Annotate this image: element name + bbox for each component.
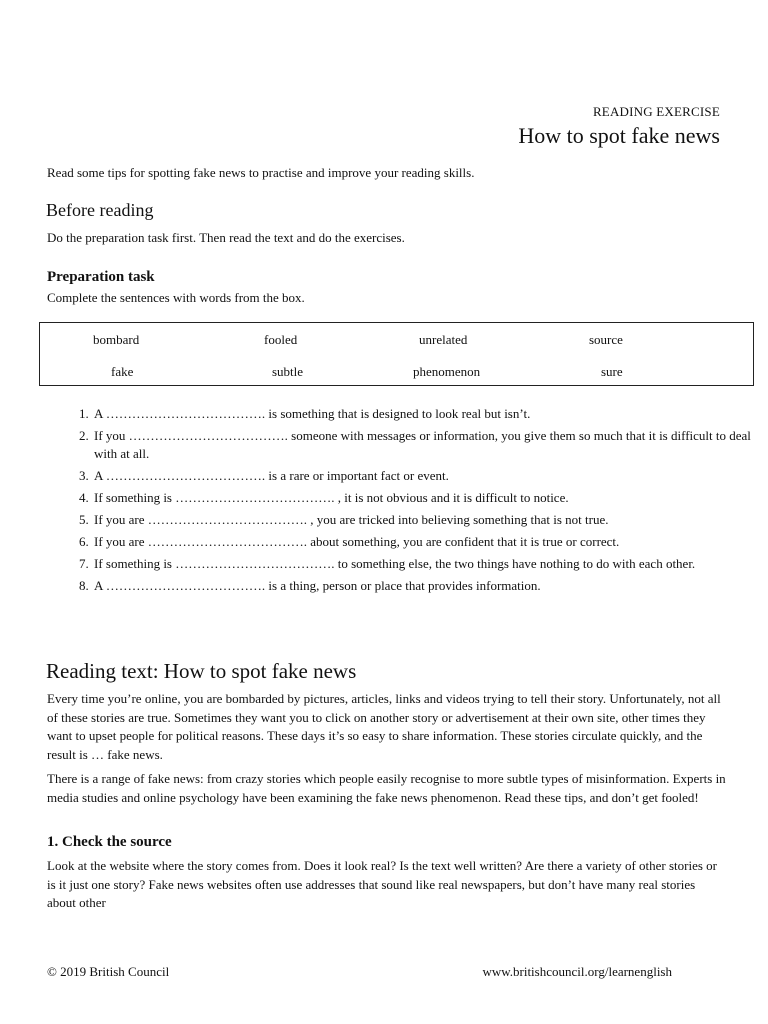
word-fooled: fooled [264, 332, 298, 347]
preparation-task-heading: Preparation task [47, 269, 155, 285]
question-item: 5. If you are ………………………………. , you are tricked into believing something that is not true. [92, 511, 752, 529]
reading-paragraph-1: Every time you’re online, you are bombarded by pictures, articles, links and videos trying to tell their story. Unfortunately, not all of these stories are true. Sometimes they want you to click on another story or advertisement at their own site, other times they want to upset people for political reasons. These days it’s so easy to share information. These stories circulate quickly, and the result is … fake news. [47, 691, 721, 762]
word-fake: fake [111, 364, 134, 379]
question-item: 2. If you ………………………………. someone with messages or information, you give them so much that it is difficult to deal with at all. [92, 427, 752, 463]
before-reading-heading: Before reading [46, 200, 154, 220]
word-sure: sure [601, 364, 623, 379]
word-box [39, 322, 754, 386]
footer-url: www.britishcouncil.org/learnenglish [482, 964, 672, 979]
document-kicker: READING EXERCISE [592, 104, 720, 119]
word-phenomenon: phenomenon [413, 364, 481, 379]
section-check-source-heading: 1. Check the source [47, 834, 172, 850]
question-item: 8. A ………………………………. is a thing, person or place that provides information. [92, 577, 752, 595]
question-item: 3. A ………………………………. is a rare or important fact or event. [92, 467, 752, 485]
word-unrelated: unrelated [419, 332, 468, 347]
question-list [62, 405, 752, 599]
document-title: How to spot fake news [518, 123, 720, 148]
before-reading-text: Do the preparation task first. Then read the text and do the exercises. [47, 230, 405, 245]
word-subtle: subtle [272, 364, 304, 379]
question-item: 1. A ………………………………. is something that is designed to look real but isn’t. [92, 405, 752, 423]
reading-paragraph-2: There is a range of fake news: from crazy stories which people easily recognise to more subtle types of misinformation. Experts in media studies and online psychology have been examining the fake news phenomenon. Read these tips, and don’t get fooled! [47, 771, 726, 805]
section-check-source-text: Look at the website where the story comes from. Does it look real? Is the text well written? Are there a variety of other stories or is it just one story? Fake news websites often use addresses that sound like real newspapers, but don’t have many real stories about other [47, 858, 718, 910]
question-item: 4. If something is ………………………………. , it is not obvious and it is difficult to notice. [92, 489, 752, 507]
reading-text-heading: Reading text: How to spot fake news [46, 659, 357, 683]
footer-copyright: © 2019 British Council [47, 964, 170, 979]
word-source: source [589, 332, 623, 347]
question-item: 6. If you are ………………………………. about something, you are confident that it is true or correct. [92, 533, 752, 551]
question-item: 7. If something is ………………………………. to something else, the two things have nothing to do with each other. [92, 555, 752, 573]
preparation-instruction: Complete the sentences with words from the box. [47, 290, 305, 305]
intro-text: Read some tips for spotting fake news to practise and improve your reading skills. [47, 165, 475, 180]
word-bombard: bombard [93, 332, 140, 347]
